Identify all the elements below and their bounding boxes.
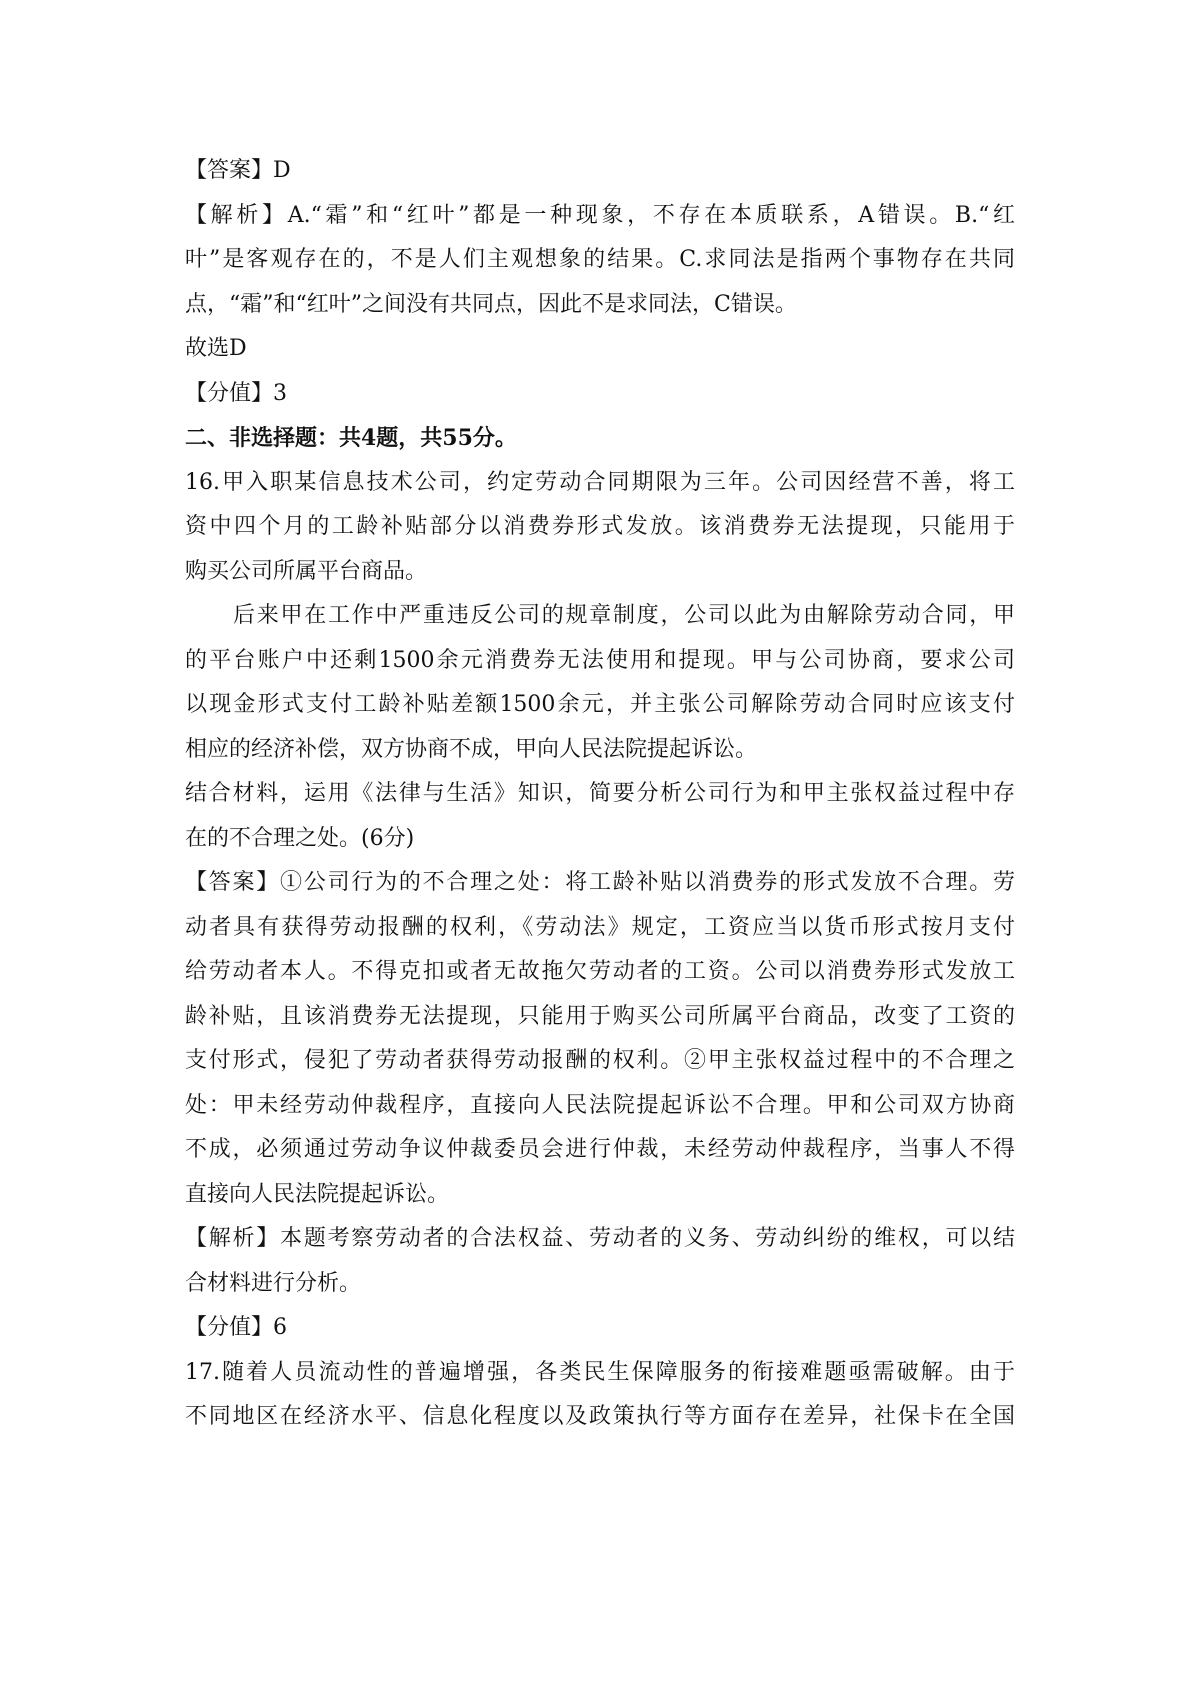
choice-line: 故选D [185,336,247,361]
answer-line: 给劳动者本人。不得克扣或者无故拖欠劳动者的工资。公司以消费券形式发放工 [185,959,1015,984]
section-heading: 二、非选择题：共4题，共55分。 [185,425,517,451]
question-prompt-line: 结合材料，运用《法律与生活》知识，简要分析公司行为和甲主张权益过程中存 [185,781,1015,806]
material-line: 以现金形式支付工龄补贴差额1500余元，并主张公司解除劳动合同时应该支付 [185,692,1015,717]
answer-line: 【答案】D [185,158,291,183]
answer-line: 直接向人民法院提起诉讼。 [185,1181,450,1207]
question-16-line: 资中四个月的工龄补贴部分以消费券形式发放。该消费券无法提现，只能用于 [185,514,1015,539]
answer-line: 动者具有获得劳动报酬的权利，《劳动法》规定，工资应当以货币形式按月支付 [185,914,1015,940]
answer-line: 不成，必须通过劳动争议仲裁委员会进行仲裁，未经劳动仲裁程序，当事人不得 [185,1137,1015,1162]
question-17-line: 不同地区在经济水平、信息化程度以及政策执行等方面存在差异，社保卡在全国 [185,1404,1015,1429]
material-line: 后来甲在工作中严重违反公司的规章制度，公司以此为由解除劳动合同，甲 [233,603,1015,628]
analysis-line: 合材料进行分析。 [185,1270,362,1296]
answer-line: 支付形式，侵犯了劳动者获得劳动报酬的权利。②甲主张权益过程中的不合理之 [185,1048,1015,1073]
analysis-line: 【解析】本题考察劳动者的合法权益、劳动者的义务、劳动纠纷的维权，可以结 [185,1226,1015,1251]
answer-line: 【答案】①公司行为的不合理之处：将工龄补贴以消费券的形式发放不合理。劳 [185,870,1015,895]
analysis-line: 【解析】A.“霜”和“红叶”都是一种现象，不存在本质联系，A错误。B.“红 [185,202,1015,228]
question-prompt-line: 在的不合理之处。(6分) [185,825,415,851]
analysis-line: 叶”是客观存在的，不是人们主观想象的结果。C.求同法是指两个事物存在共同 [185,247,1015,272]
score-line: 【分值】3 [185,380,287,406]
document-page [185,149,1015,1440]
answer-line: 龄补贴，且该消费券无法提现，只能用于购买公司所属平台商品，改变了工资的 [185,1003,1015,1029]
analysis-line: 点，“霜”和“红叶”之间没有共同点，因此不是求同法，C错误。 [185,291,797,317]
question-17-line: 17.随着人员流动性的普遍增强，各类民生保障服务的衔接难题亟需破解。由于 [185,1359,1015,1385]
question-16-line: 购买公司所属平台商品。 [185,558,428,584]
question-16-line: 16.甲入职某信息技术公司，约定劳动合同期限为三年。公司因经营不善，将工 [185,469,1015,495]
answer-line: 处：甲未经劳动仲裁程序，直接向人民法院提起诉讼不合理。甲和公司双方协商 [185,1092,1015,1118]
material-line: 相应的经济补偿，双方协商不成，甲向人民法院提起诉讼。 [185,736,758,762]
material-line: 的平台账户中还剩1500余元消费券无法使用和提现。甲与公司协商，要求公司 [185,647,1015,673]
score-line: 【分值】6 [185,1315,287,1340]
